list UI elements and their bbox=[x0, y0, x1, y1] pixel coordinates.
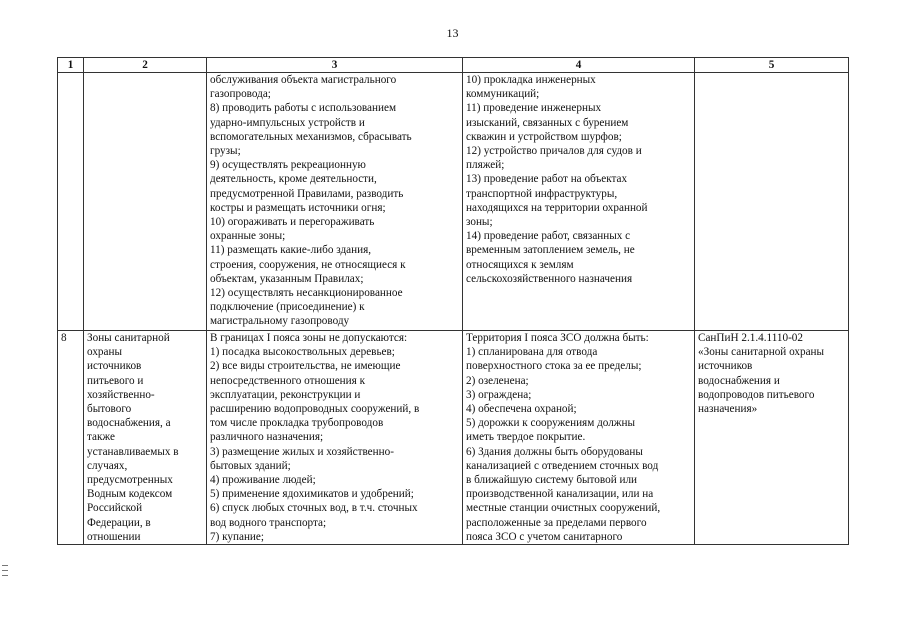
cell-prohibitions bbox=[207, 331, 463, 545]
text-line: 7) купание; bbox=[210, 530, 264, 543]
header-col-1: 1 bbox=[58, 58, 84, 73]
text-line: Территория I пояса ЗСО должна быть: bbox=[466, 332, 649, 344]
header-col-2: 2 bbox=[84, 58, 207, 73]
text-line: 4) проживание людей; bbox=[210, 474, 316, 487]
text-line: грузы; bbox=[210, 145, 241, 158]
text-line: 10) огораживать и перегораживать bbox=[210, 216, 375, 229]
text-line: том числе прокладка трубопроводов bbox=[210, 417, 384, 430]
text-line: находящихся на территории охранной bbox=[466, 201, 648, 214]
text-line: СанПиН 2.1.4.1110-02 bbox=[698, 332, 803, 344]
text-line: В границах I пояса зоны не допускаются: bbox=[210, 332, 408, 344]
text-line: производственной канализации, или на bbox=[466, 488, 654, 501]
text-line: водоснабжения и bbox=[698, 374, 780, 387]
text-line: 8) проводить работы с использованием bbox=[210, 102, 397, 115]
cell-zone-name bbox=[84, 73, 207, 331]
text-line: объектам, указанным Правилах; bbox=[210, 272, 364, 285]
text-line: 11) размещать какие-либо здания, bbox=[210, 244, 372, 257]
text-line: вспомогательных механизмов, сбрасывать bbox=[210, 130, 412, 143]
text-line: устанавливаемых в bbox=[87, 445, 179, 458]
text-line: эксплуатации, реконструкции и bbox=[210, 388, 361, 401]
text-line: изысканий, связанных с бурением bbox=[466, 116, 629, 129]
text-line: 2) все виды строительства, не имеющие bbox=[210, 360, 401, 373]
text-line: 1) спланирована для отвода bbox=[466, 346, 598, 359]
text-line: зоны; bbox=[466, 216, 493, 229]
text-line: скважин и устройством шурфов; bbox=[466, 130, 622, 143]
text-line: предусмотренной Правилами, разводить bbox=[210, 187, 404, 200]
text-line: относящихся к землям bbox=[466, 258, 574, 271]
text-line: охранные зоны; bbox=[210, 230, 286, 243]
text-line: 11) проведение инженерных bbox=[466, 102, 602, 115]
text-line: источников bbox=[698, 360, 753, 373]
header-col-4: 4 bbox=[463, 58, 695, 73]
text-line: водоснабжения, а bbox=[87, 417, 171, 430]
text-line: бытового bbox=[87, 403, 132, 416]
cell-legal-basis bbox=[695, 331, 849, 545]
text-line: пляжей; bbox=[466, 159, 505, 172]
text-line: расположенные за пределами первого bbox=[466, 516, 647, 529]
text-line: «Зоны санитарной охраны bbox=[698, 346, 825, 359]
cell-legal-basis bbox=[695, 73, 849, 331]
text-line: отношении bbox=[87, 530, 141, 543]
header-col-5: 5 bbox=[695, 58, 849, 73]
cell-prohibitions bbox=[207, 73, 463, 331]
text-line: поверхностного стока за ее пределы; bbox=[466, 360, 642, 373]
text-line: обслуживания объекта магистрального bbox=[210, 74, 397, 86]
text-line: 6) спуск любых сточных вод, в т.ч. сточных bbox=[210, 502, 418, 515]
text-line: расширению водопроводных сооружений, в bbox=[210, 403, 420, 416]
text-line: канализацией с отведением сточных вод bbox=[466, 459, 659, 472]
text-line: деятельность, кроме деятельности, bbox=[210, 173, 377, 186]
text-line: Зоны санитарной bbox=[87, 332, 170, 344]
cell-zone-name bbox=[84, 331, 207, 545]
text-line: 12) осуществлять несанкционированное bbox=[210, 287, 403, 300]
text-line: источников bbox=[87, 360, 142, 373]
text-line: водопроводов питьевого bbox=[698, 388, 815, 401]
text-line: 3) ограждена; bbox=[466, 388, 532, 401]
text-line: 4) обеспечена охраной; bbox=[466, 403, 577, 416]
table-header-row bbox=[58, 58, 849, 73]
text-line: 6) Здания должны быть оборудованы bbox=[466, 445, 643, 458]
scan-edge-marks bbox=[2, 565, 8, 580]
text-line: также bbox=[87, 431, 115, 444]
text-line: подключение (присоединение) к bbox=[210, 301, 365, 314]
text-line: пояса ЗСО с учетом санитарного bbox=[466, 530, 623, 543]
text-line: 12) устройство причалов для судов и bbox=[466, 145, 642, 158]
cell-allowed-works bbox=[463, 73, 695, 331]
text-line: костры и размещать источники огня; bbox=[210, 201, 386, 214]
cell-requirements bbox=[463, 331, 695, 545]
text-line: вод водного транспорта; bbox=[210, 516, 327, 529]
text-line: временным затоплением земель, не bbox=[466, 244, 635, 257]
text-line: газопровода; bbox=[210, 88, 271, 101]
header-col-3: 3 bbox=[207, 58, 463, 73]
text-line: в ближайшую систему бытовой или bbox=[466, 474, 638, 487]
cell-num: 8 bbox=[58, 331, 84, 545]
text-line: Федерации, в bbox=[87, 516, 151, 529]
text-line: бытовых зданий; bbox=[210, 459, 291, 472]
table-row-continuation bbox=[58, 73, 849, 331]
page-number: 13 bbox=[446, 26, 459, 40]
text-line: 14) проведение работ, связанных с bbox=[466, 230, 631, 243]
text-line: 9) осуществлять рекреационную bbox=[210, 159, 366, 172]
text-line: ударно-импульсных устройств и bbox=[210, 116, 365, 129]
text-line: назначения» bbox=[698, 403, 758, 416]
text-line: 5) дорожки к сооружениям должны bbox=[466, 417, 636, 430]
text-line: иметь твердое покрытие. bbox=[466, 431, 586, 444]
text-line: непосредственного отношения к bbox=[210, 374, 366, 387]
regulation-table bbox=[57, 57, 849, 545]
text-line: коммуникаций; bbox=[466, 88, 540, 101]
text-line: Российской bbox=[87, 502, 143, 515]
text-line: случаях, bbox=[87, 459, 128, 472]
text-line: хозяйственно- bbox=[87, 388, 155, 401]
text-line: 3) размещение жилых и хозяйственно- bbox=[210, 445, 394, 458]
text-line: охраны bbox=[87, 346, 122, 359]
text-line: транспортной инфраструктуры, bbox=[466, 187, 618, 200]
table-row-8 bbox=[58, 331, 849, 545]
text-line: строения, сооружения, не относящиеся к bbox=[210, 258, 406, 271]
text-line: местные станции очистных сооружений, bbox=[466, 502, 661, 515]
text-line: 2) озеленена; bbox=[466, 374, 529, 387]
text-line: предусмотренных bbox=[87, 474, 173, 487]
text-line: различного назначения; bbox=[210, 431, 324, 444]
text-line: 13) проведение работ на объектах bbox=[466, 173, 628, 186]
cell-num bbox=[58, 73, 84, 331]
text-line: 10) прокладка инженерных bbox=[466, 74, 596, 86]
text-line: питьевого и bbox=[87, 374, 144, 387]
text-line: сельскохозяйственного назначения bbox=[466, 272, 633, 285]
text-line: 5) применение ядохимикатов и удобрений; bbox=[210, 488, 414, 501]
text-line: 1) посадка высокоствольных деревьев; bbox=[210, 346, 395, 359]
text-line: магистральному газопроводу bbox=[210, 315, 350, 328]
text-line: Водным кодексом bbox=[87, 488, 173, 501]
